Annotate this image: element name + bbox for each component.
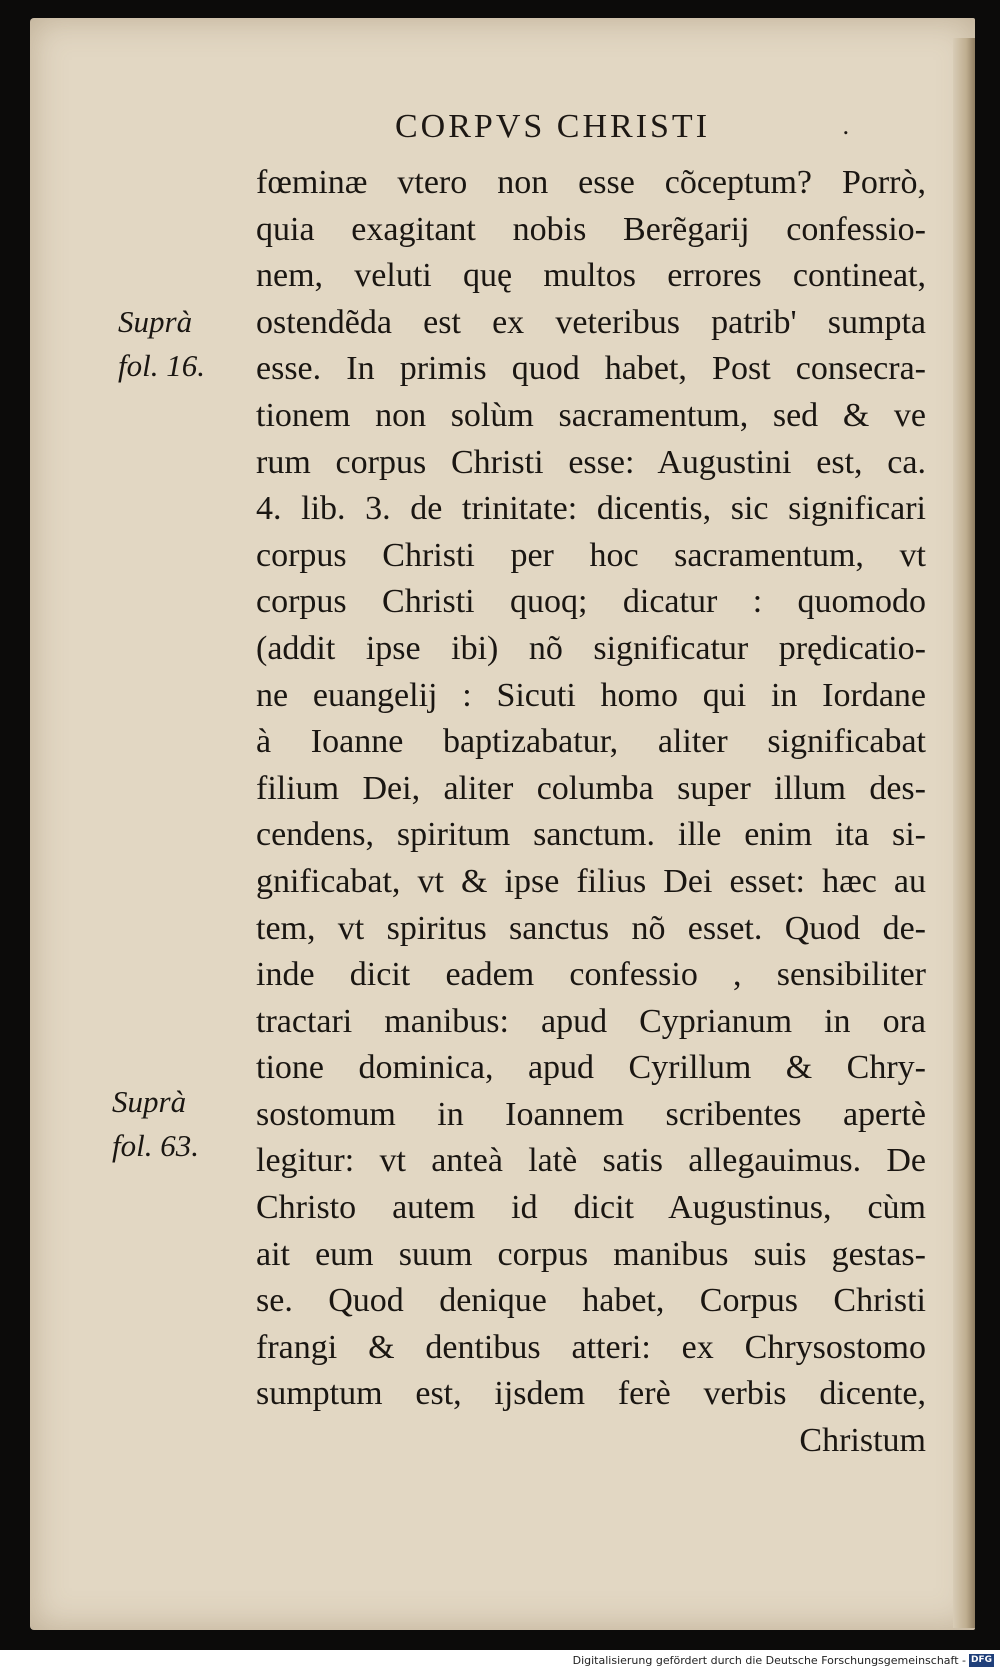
- text-line: se. Quod denique habet, Corpus Christi: [256, 1282, 926, 1320]
- text-line: Christo autem id dicit Augustinus, cùm: [256, 1189, 926, 1227]
- text-line: rum corpus Christi esse: Augustini est, ca.: [256, 443, 926, 481]
- text-line: tionem non solùm sacramentum, sed & ve: [256, 396, 926, 434]
- text-line: corpus Christi per hoc sacramentum, vt: [256, 536, 926, 574]
- footer-bar: [0, 1650, 1000, 1673]
- margin-note-1: [118, 300, 205, 388]
- text-line: ne euangelij : Sicuti homo qui in Iordane: [256, 676, 926, 714]
- text-line: ait eum suum corpus manibus suis gestas-: [256, 1235, 926, 1273]
- page-edge: [953, 38, 975, 1628]
- text-line: (addit ipse ibi) nõ significatur prędicatio-: [256, 629, 926, 667]
- text-line: corpus Christi quoq; dicatur : quomodo: [256, 583, 926, 621]
- text-line: tractari manibus: apud Cyprianum in ora: [256, 1002, 926, 1040]
- margin-note-2: [112, 1080, 199, 1168]
- text-line: esse. In primis quod habet, Post consecra-: [256, 350, 926, 388]
- margin-note-2-line2: fol. 63.: [112, 1128, 199, 1163]
- running-head: CORPVS CHRISTI: [395, 108, 711, 145]
- dfg-logo: DFG: [970, 1655, 992, 1665]
- text-line: filium Dei, aliter columba super illum des-: [256, 769, 926, 807]
- text-line: fœminæ vtero non esse cõceptum? Porrò,: [256, 164, 926, 201]
- text-line: à Ioanne baptizabatur, aliter significabat: [256, 723, 926, 761]
- text-line: legitur: vt anteà latè satis allegauimus. De: [256, 1142, 926, 1180]
- text-line: 4. lib. 3. de trinitate: dicentis, sic significari: [256, 490, 926, 528]
- body-text: [256, 160, 926, 1465]
- margin-note-2-line1: Suprà: [112, 1084, 187, 1119]
- margin-note-1-line1: Suprà: [118, 304, 193, 339]
- text-line: ostendẽda est ex veteribus patrib' sumpta: [256, 303, 926, 341]
- text-line: nem, veluti quę multos errores contineat,: [256, 257, 926, 295]
- text-line: quia exagitant nobis Berẽgarij confessio-: [256, 210, 926, 248]
- funding-credit: Digitalisierung gefördert durch die Deutsche Forschungsgemeinschaft -: [572, 1654, 966, 1667]
- text-line: tione dominica, apud Cyrillum & Chry-: [256, 1049, 926, 1087]
- text-line: inde dicit eadem confessio , sensibiliter: [256, 956, 926, 994]
- catchword: Christum: [799, 1422, 926, 1460]
- text-line: frangi & dentibus atteri: ex Chrysostomo: [256, 1328, 926, 1366]
- margin-note-1-line2: fol. 16.: [118, 348, 205, 383]
- text-line: cendens, spiritum sanctum. ille enim ita si-: [256, 816, 926, 854]
- text-line: sostomum in Ioannem scribentes apertè: [256, 1095, 926, 1133]
- text-line: gnificabat, vt & ipse filius Dei esset: hæc au: [256, 862, 926, 900]
- text-line: tem, vt spiritus sanctus nõ esset. Quod de-: [256, 909, 926, 947]
- text-line: sumptum est, ijsdem ferè verbis dicente,: [256, 1375, 926, 1413]
- head-mark: .: [842, 112, 850, 140]
